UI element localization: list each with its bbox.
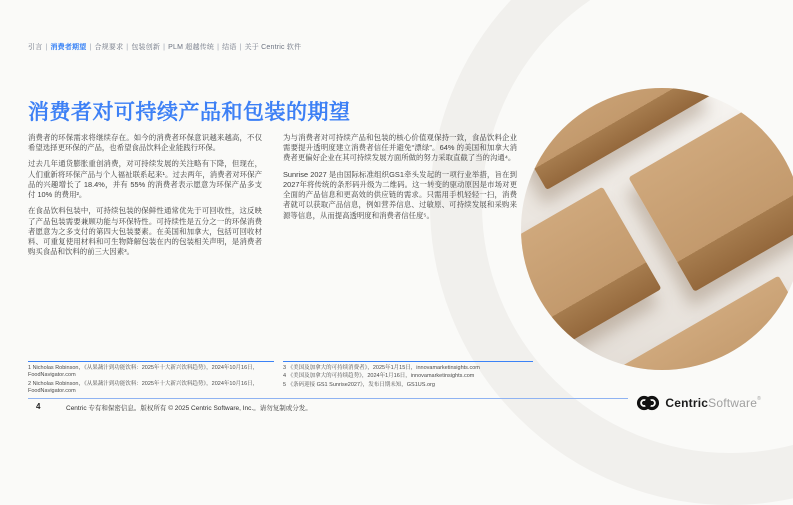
footnote: 5 《条码迎接 GS1 Sunrise2027》，发布日期未知，GS1US.org [283, 381, 435, 388]
nav-item-plm[interactable]: PLM 超越传统 [168, 44, 215, 51]
nav-separator: | [126, 44, 129, 51]
nav-separator: | [239, 44, 242, 51]
logo-registered-mark: ® [757, 396, 761, 402]
nav-item-introduction[interactable]: 引言 [28, 44, 43, 51]
paragraph: 消费者的环保需求将继续存在。如今的消费者环保意识越来越高，不仅希望选择更环保的产品，也希望食品饮料企业能践行环保。 [28, 133, 262, 153]
paragraph: 过去几年通货膨胀重创消费，对可持续发展的关注略有下降，但现在，人们重新将环保产品与个人福祉联系起来¹。过去两年，消费者对环保产品的兴趣增长了 18.4%，并有 55% 的消费者表示愿意为环保产品多支付 10% 的费用²。 [28, 159, 262, 200]
page-title: 消费者对可持续产品和包装的期望 [28, 101, 351, 125]
nav-separator: | [217, 44, 220, 51]
footnote: 3 《美国及加拿大的可持续消费者》，2025年1月15日，innovamarketinsights.com [283, 365, 480, 371]
nav-separator: | [45, 44, 48, 51]
nav-separator: | [89, 44, 92, 51]
footnote-divider [28, 361, 274, 362]
footnote: 4 《美国及加拿大的可持续趋势》，2024年1月16日，innovamarketinsights.com [283, 373, 475, 380]
photo-scene [521, 88, 793, 370]
page-number: 4 [36, 402, 41, 411]
breadcrumb [28, 42, 548, 52]
logo-text [665, 396, 761, 410]
paragraph: Sunrise 2027 是由国际标准组织GS1牵头发起的一项行业举措，旨在到2027年将传统的条形码升级为二维码。这一转变的驱动原因是市场对更全面的产品信息和更高效的供应链的需求。只需用手机轻轻一扫，消费者就可以获取产品信息，例如营养信息、过敏原、可持续发展和采购来源等信息，从而提高透明度和消费者信任度⁵。 [283, 169, 517, 220]
footnote-divider [283, 361, 533, 362]
nav-item-conclusion[interactable]: 结语 [222, 44, 237, 51]
nav-item-packaging-innovation[interactable]: 包装创新 [131, 44, 161, 51]
footnotes-right [283, 361, 533, 390]
body-column-left [28, 133, 262, 263]
nav-item-about-centric[interactable]: 关于 Centric 软件 [244, 44, 302, 51]
nav-item-consumer-expectations[interactable]: 消费者期望 [50, 44, 87, 51]
logo-centric: Centric [665, 396, 709, 410]
footnotes-left [28, 361, 274, 397]
centric-software-logo [635, 395, 761, 411]
footnote: 2 Nicholas Robinson，《从果蔬汁到功能饮料：2025年十大新兴饮料趋势》，2024年10月16日，FoodNavigator.com [28, 380, 259, 395]
centric-logo-icon [635, 395, 661, 411]
kraft-box [521, 187, 662, 370]
body-column-right [283, 133, 517, 227]
footer-divider [28, 398, 628, 399]
nav-item-compliance[interactable]: 合规要求 [94, 44, 124, 51]
paragraph: 为与消费者对可持续产品和包装的核心价值观保持一致，食品饮料企业需要提升透明度建立消费者信任并避免“漂绿”。64% 的美国和加拿大消费者更偏好企业在其可持续发展方面所做的努力采取直截了当的沟通⁴。 [283, 133, 517, 163]
paragraph: 在食品饮料包装中，可持续包装的保鲜性通常优先于可回收性，这反映了产品包装需要兼顾功能与环保特性。可持续性是五分之一的环保消费者愿意为之多支付的第四大包装要素。在美国和加拿大，包括可回收材料、可重复使用材料和可生物降解包装在内的包装相关声明，是消费者购买食品和饮料的前三大因素³。 [28, 206, 262, 257]
logo-software: Software [708, 396, 758, 410]
nav-separator: | [163, 44, 166, 51]
packaging-photo [521, 88, 793, 370]
footnote: 1 Nicholas Robinson，《从果蔬汁到功能饮料：2025年十大新兴饮料趋势》，2024年10月16日，FoodNavigator.com [28, 365, 259, 379]
copyright-text: Centric 专有和保密信息。版权所有 © 2025 Centric Software, Inc.。请勿复制或分发。 [66, 405, 312, 412]
